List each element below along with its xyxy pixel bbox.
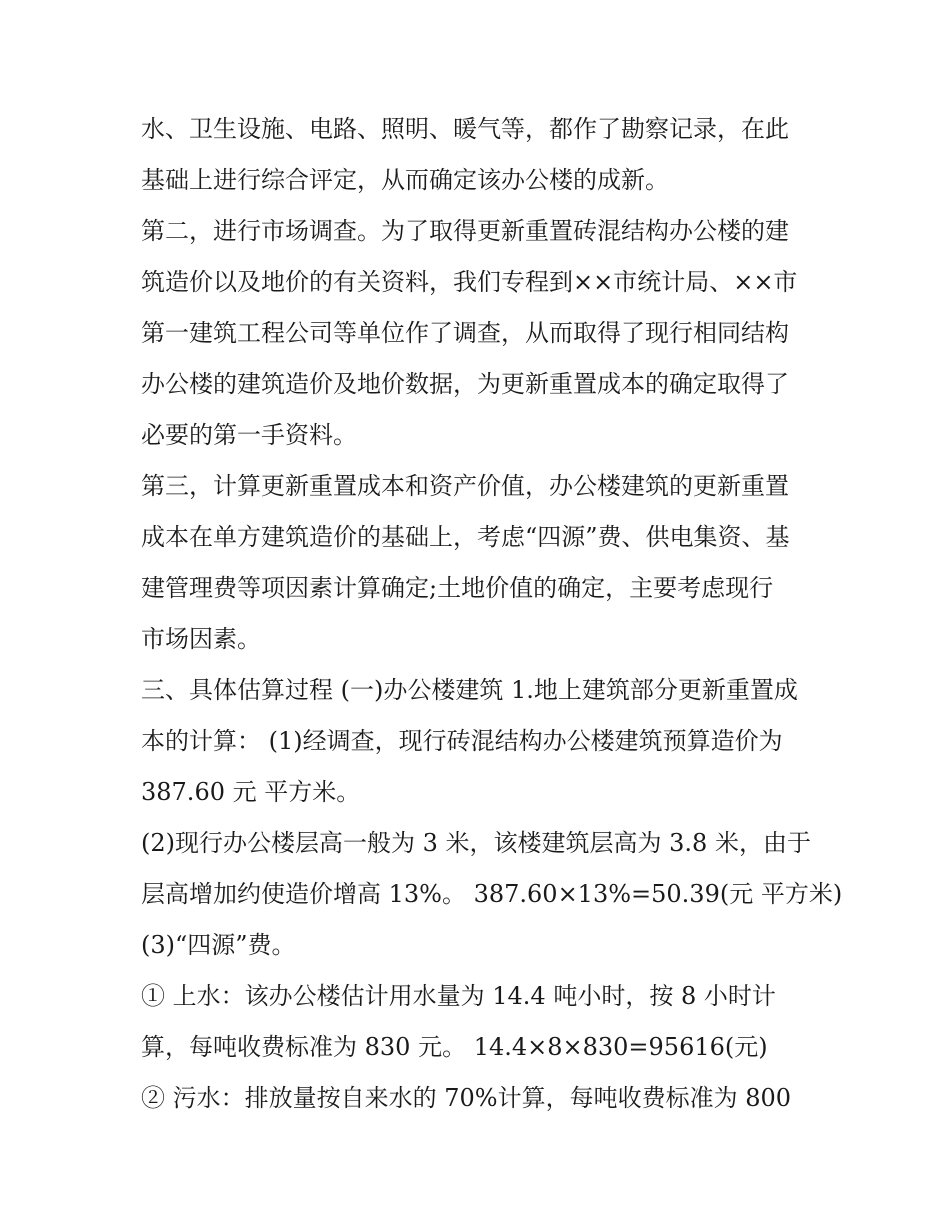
text-line: (3)“四源”费。	[141, 931, 296, 959]
text-line: 本的计算： (1)经调查，现行砖混结构办公楼建筑预算造价为	[141, 727, 783, 755]
text-line: 筑造价以及地价的有关资料，我们专程到××市统计局、××市	[141, 268, 798, 296]
text-line: 第三，计算更新重置成本和资产价值，办公楼建筑的更新重置	[141, 472, 789, 500]
text-line: 必要的第一手资料。	[141, 421, 357, 449]
text-line: 层高增加约使造价增高 13%。 387.60×13%=50.39(元 平方米)	[141, 880, 843, 908]
text-line: 算，每吨收费标准为 830 元。 14.4×8×830=95616(元)	[141, 1033, 768, 1061]
text-line: 第二，进行市场调查。为了取得更新重置砖混结构办公楼的建	[141, 217, 789, 245]
text-line: (2)现行办公楼层高一般为 3 米，该楼建筑层高为 3.8 米，由于	[141, 829, 811, 857]
text-line: ① 上水：该办公楼估计用水量为 14.4 吨小时，按 8 小时计	[141, 982, 776, 1010]
text-line: 基础上进行综合评定，从而确定该办公楼的成新。	[141, 166, 669, 194]
document-body	[141, 104, 843, 1124]
text-line: 三、具体估算过程 (一)办公楼建筑 1.地上建筑部分更新重置成	[141, 676, 798, 704]
text-line: 第一建筑工程公司等单位作了调查，从而取得了现行相同结构	[141, 319, 789, 347]
text-line: 办公楼的建筑造价及地价数据，为更新重置成本的确定取得了	[141, 370, 789, 398]
text-line: 建管理费等项因素计算确定;土地价值的确定，主要考虑现行	[141, 574, 774, 602]
text-line: ② 污水：排放量按自来水的 70%计算，每吨收费标准为 800	[141, 1084, 792, 1112]
text-line: 市场因素。	[141, 625, 261, 653]
text-line: 成本在单方建筑造价的基础上，考虑“四源”费、供电集资、基	[141, 523, 790, 551]
text-line: 水、卫生设施、电路、照明、暖气等，都作了勘察记录，在此	[141, 115, 789, 143]
text-line: 387.60 元 平方米。	[141, 778, 361, 806]
